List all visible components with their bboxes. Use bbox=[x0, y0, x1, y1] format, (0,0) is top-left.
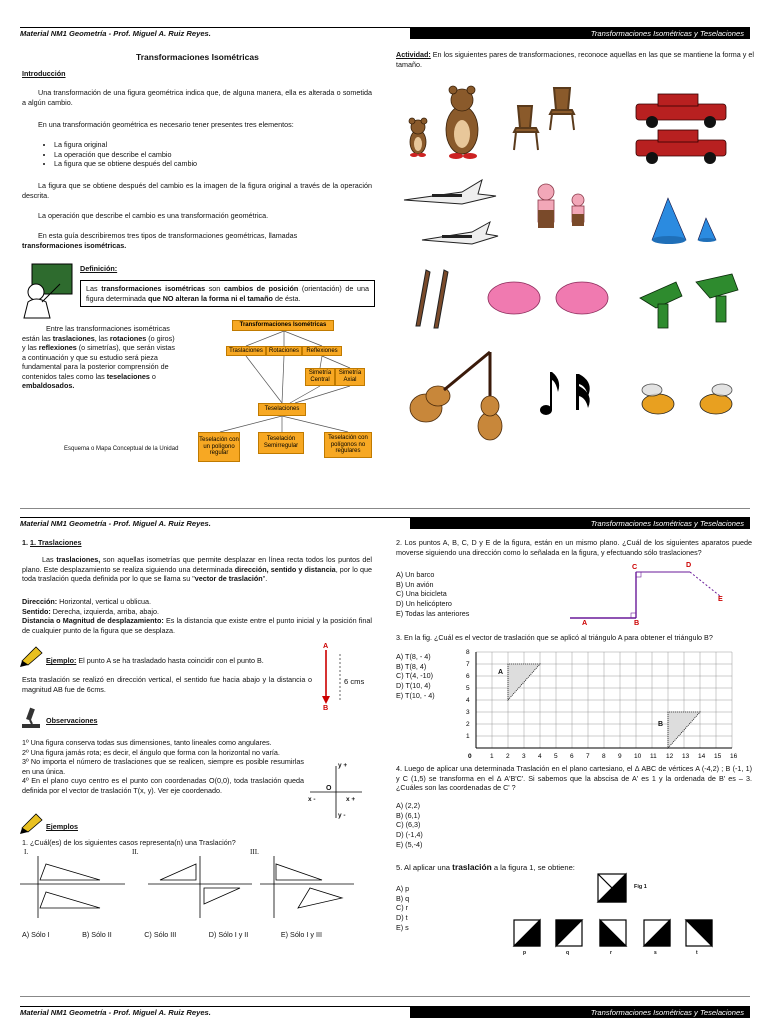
cone-pair-image bbox=[648, 196, 728, 246]
coordinate-axes-diagram bbox=[306, 762, 366, 820]
x-tick-label: 6 bbox=[570, 753, 574, 760]
definition-box: Las transformaciones isométricas son cambios de posición (orientación) de una figura determinada que NO alteran la forma ni el tamaño de ésta. bbox=[80, 280, 375, 307]
case-label: II. bbox=[132, 848, 139, 856]
page3-header bbox=[20, 1006, 750, 1018]
car-pair-image bbox=[628, 92, 738, 172]
header-right: Transformaciones Isométricas y Teselaciones bbox=[410, 1007, 750, 1018]
answer-option[interactable]: C) Sólo III bbox=[144, 930, 177, 939]
x-tick-label: 2 bbox=[506, 753, 510, 760]
x-tick-label: 8 bbox=[602, 753, 606, 760]
observations-list bbox=[22, 738, 304, 795]
answer-option[interactable]: C) r bbox=[396, 903, 408, 913]
map-node-tessellations: Teselaciones bbox=[258, 403, 306, 416]
question-5: 5. Al aplicar una traslación a la figura 1, se obtiene: bbox=[396, 862, 575, 872]
vector-ab-diagram bbox=[310, 640, 370, 710]
page-title: Transformaciones Isométricas bbox=[136, 52, 259, 62]
answer-option[interactable]: E) (5,-4) bbox=[396, 839, 423, 849]
answer-option[interactable]: C) (6,3) bbox=[396, 820, 421, 830]
drill-pair-image bbox=[636, 268, 746, 332]
map-node-semiregular-tessellation: Teselación Semirregular bbox=[258, 432, 304, 454]
guitar-pair-image bbox=[404, 346, 514, 446]
intro-p4: La operación que describe el cambio es una transformación geométrica. bbox=[38, 211, 269, 220]
point-label-e: E bbox=[718, 594, 723, 603]
x-tick-label: 16 bbox=[730, 753, 738, 760]
observations-heading: Observaciones bbox=[46, 716, 98, 725]
y-tick-label: 2 bbox=[466, 721, 470, 728]
knife-pair-image bbox=[412, 266, 452, 330]
list-item: 3º No importa el número de traslaciones que se realicen, siempre es posible resumirlas en una única. bbox=[22, 757, 304, 776]
map-node-rotations: Rotaciones bbox=[266, 346, 302, 356]
translation-grid-chart bbox=[462, 648, 738, 760]
intro-p5: En esta guía describiremos tres tipos de transformaciones geométricas, llamadas transformaciones isométricas. bbox=[22, 231, 298, 250]
answer-option[interactable]: D) Un helicóptero bbox=[396, 599, 452, 609]
answer-option[interactable]: A) Sólo I bbox=[22, 930, 50, 939]
x-tick-label: 4 bbox=[538, 753, 542, 760]
answer-option[interactable]: B) (6,1) bbox=[396, 810, 420, 820]
triangle-a-label: A bbox=[498, 669, 504, 676]
answer-option[interactable]: E) s bbox=[396, 922, 409, 932]
concept-map-caption: Esquema o Mapa Conceptual de la Unidad bbox=[64, 446, 179, 452]
list-item: • La figura que se obtiene después del cambio bbox=[54, 159, 197, 169]
answer-option[interactable]: B) Sólo II bbox=[82, 930, 112, 939]
isometry-summary: Entre las transformaciones isométricas están las traslaciones, las rotaciones (o giros) y las reflexiones (o simetrías), que serán vistas a continuación y que su estudio será pieza fundamental para la posterior comprensión de contenidos tales como las teselaciones o embaldosados. bbox=[22, 324, 175, 390]
question-4: 4. Luego de aplicar una determinada Traslación en el plano cartesiano, el Δ ABC de vértices A (-4,2) ; B (-1, 1) y C (1,5) se transforma en el Δ A'B'C'. Si sabemos que la abscisa de A' es 1 y la ordenada de B' es – 3. ¿Cuáles son las coordenadas de C' ? bbox=[396, 764, 752, 792]
answer-option[interactable]: C) Una bicicleta bbox=[396, 589, 447, 599]
point-a-label: A bbox=[323, 641, 329, 650]
example-explanation: Esta traslación se realizó en dirección vertical, el sentido fue hacia abajo y la distancia o magnitud AB fue de 6cms. bbox=[22, 675, 312, 694]
chair-pair-image bbox=[510, 84, 580, 154]
axis-x-minus: x - bbox=[308, 796, 316, 803]
intro-heading: Introducción bbox=[22, 69, 66, 78]
answer-option[interactable]: A) (2,2) bbox=[396, 801, 420, 810]
axis-y-minus: y - bbox=[338, 812, 346, 819]
question-1: 1. ¿Cuál(es) de los siguientes casos representa(n) una Traslación? bbox=[22, 838, 236, 847]
examples-heading: Ejemplos bbox=[46, 822, 78, 831]
list-item: • La figura original bbox=[54, 140, 197, 150]
answer-option[interactable]: C) T(4, -10) bbox=[396, 671, 434, 681]
point-label-d: D bbox=[686, 560, 692, 569]
map-node-central-symmetry: Simetría Central bbox=[305, 368, 335, 386]
option-figure-label: r bbox=[610, 950, 612, 956]
space-shuttle-pair-image bbox=[402, 172, 502, 252]
question-2: 2. Los puntos A, B, C, D y E de la figura, están en un mismo plano. ¿Cuál de los siguientes aparatos puede moverse siguiendo una dirección como lo señalada en la figura, y efectuando sólo traslaciones? bbox=[396, 538, 752, 557]
point-b-label: B bbox=[323, 703, 329, 712]
music-note-pair-image bbox=[536, 368, 606, 418]
translations-heading: 1. 1. Traslaciones bbox=[22, 538, 82, 547]
axis-x-plus: x + bbox=[346, 796, 356, 803]
question-1-options bbox=[22, 930, 322, 940]
points-path-diagram bbox=[570, 560, 740, 626]
axis-y-plus: y + bbox=[338, 762, 348, 769]
page2-header bbox=[20, 517, 750, 529]
option-figure-label: s bbox=[654, 950, 657, 956]
intro-p3: La figura que se obtiene después del cambio es la imagen de la figura original a través de la operación descrita. bbox=[22, 181, 372, 200]
y-tick-label: 1 bbox=[466, 733, 470, 740]
answer-option[interactable]: E) T(10, - 4) bbox=[396, 690, 435, 700]
header-left: Material NM1 Geometría - Prof. Miguel A. Ruiz Reyes. bbox=[20, 1007, 410, 1018]
x-tick-label: 7 bbox=[586, 753, 590, 760]
activity-text: Actividad: En los siguientes pares de transformaciones, reconoce aquellas en las que se mantiene la forma y el tamaño. bbox=[396, 50, 754, 69]
list-item: 2º Una figura jamás rota; es decir, el ángulo que forma con la horizontal no varía. bbox=[22, 747, 280, 757]
x-tick-label: 14 bbox=[698, 753, 706, 760]
answer-option[interactable]: D) T(10, 4) bbox=[396, 681, 431, 691]
answer-option[interactable]: A) Un barco bbox=[396, 570, 435, 579]
page-separator bbox=[20, 508, 750, 509]
pig-pair-image bbox=[530, 182, 600, 242]
header-left: Material NM1 Geometría - Prof. Miguel A. Ruiz Reyes. bbox=[20, 28, 410, 39]
map-node-isometric: Transformaciones Isométricas bbox=[232, 320, 334, 331]
answer-option[interactable]: D) (-1,4) bbox=[396, 830, 423, 840]
triangle-b-label: B bbox=[658, 721, 664, 728]
answer-option[interactable]: B) Un avión bbox=[396, 579, 434, 589]
y-tick-label: 8 bbox=[466, 649, 470, 656]
pencil-icon bbox=[20, 812, 44, 832]
point-label-b: B bbox=[634, 618, 640, 627]
list-item: • La operación que describe el cambio bbox=[54, 150, 197, 160]
question-5-options bbox=[396, 884, 409, 933]
point-label-c: C bbox=[632, 562, 638, 571]
x-tick-label: 1 bbox=[490, 753, 494, 760]
page-separator bbox=[20, 996, 750, 997]
map-node-translations: Traslaciones bbox=[226, 346, 266, 356]
answer-option[interactable]: E) Todas las anteriores bbox=[396, 608, 470, 618]
option-figure-label: p bbox=[523, 950, 527, 956]
translation-cases-diagram bbox=[20, 852, 370, 922]
y-tick-label: 6 bbox=[466, 673, 470, 680]
example-text: Ejemplo: El punto A se ha trasladado hasta coincidir con el punto B. bbox=[46, 656, 264, 665]
bee-pair-image bbox=[632, 380, 742, 430]
y-tick-label: 3 bbox=[466, 709, 470, 716]
x-tick-label: 12 bbox=[666, 753, 674, 760]
x-tick-label: 3 bbox=[522, 753, 526, 760]
case-label: I. bbox=[24, 848, 29, 856]
piggy-bank-pair-image bbox=[484, 278, 614, 318]
map-node-reflections: Reflexiones bbox=[302, 346, 342, 356]
axis-origin: O bbox=[326, 785, 332, 792]
map-node-axial-symmetry: Simetría Axial bbox=[335, 368, 365, 386]
header-right: Transformaciones Isométricas y Teselaciones bbox=[410, 28, 750, 39]
list-item: 1º Una figura conserva todas sus dimensiones, tanto lineales como angulares. bbox=[22, 738, 272, 747]
question-3-options bbox=[396, 652, 435, 701]
intro-p2: En una transformación geométrica es necesario tener presentes tres elementos: bbox=[38, 120, 294, 129]
x-tick-label: 5 bbox=[554, 753, 558, 760]
microscope-icon bbox=[20, 706, 42, 730]
y-tick-label: 4 bbox=[466, 697, 470, 704]
y-tick-label: 5 bbox=[466, 685, 470, 692]
question-4-options bbox=[396, 801, 423, 850]
distance-label: 6 cms bbox=[344, 677, 365, 686]
x-tick-label: 15 bbox=[714, 753, 722, 760]
bear-pair-image bbox=[400, 82, 490, 162]
def-heading: Definición: bbox=[80, 264, 118, 273]
x-tick-label: 10 bbox=[634, 753, 642, 760]
figure-1-translation-options bbox=[510, 870, 750, 960]
intro-p1: Una transformación de una figura geométrica indica que, de alguna manera, ella es alterada o sometida a algún cambio. bbox=[22, 88, 372, 107]
option-figure-label: t bbox=[696, 950, 698, 956]
x-tick-label: 13 bbox=[682, 753, 690, 760]
x-tick-label: 11 bbox=[650, 753, 657, 760]
answer-option[interactable]: E) Sólo I y III bbox=[280, 930, 322, 939]
question-3: 3. En la fig. ¿Cuál es el vector de traslación que se aplicó al triángulo A para obtener el triángulo B? bbox=[396, 633, 713, 642]
question-2-options bbox=[396, 570, 469, 619]
header-left: Material NM1 Geometría - Prof. Miguel A. Ruiz Reyes. bbox=[20, 518, 410, 529]
answer-option[interactable]: B) q bbox=[396, 893, 410, 903]
answer-option[interactable]: B) T(8, 4) bbox=[396, 661, 427, 671]
answer-option[interactable]: A) p bbox=[396, 884, 410, 893]
translations-paragraph: Las traslaciones, son aquellas isometrías que permite desplazar en línea recta todos los puntos del plano. Este desplazamiento se realiza siguiendo una determinada dirección, sentido y distancia, por lo que toda traslación queda definida por lo que se llama su "vector de traslación". bbox=[22, 555, 372, 583]
vector-properties: Dirección: Horizontal, vertical u oblicua. Sentido: Derecha, izquierda, arriba, abajo. Distancia o Magnitud de desplazamiento: Es la distancia que existe entre el punto inicial y la posición final de cualquier punto de la figura que se desplaza. bbox=[22, 597, 372, 635]
map-node-irregular-tessellation: Teselación con polígonos no regulares bbox=[324, 432, 372, 458]
y-tick-label: 7 bbox=[466, 661, 470, 668]
header-right: Transformaciones Isométricas y Teselaciones bbox=[410, 518, 750, 529]
answer-option[interactable]: D) t bbox=[396, 913, 408, 923]
option-figure-label: q bbox=[566, 950, 570, 956]
answer-option[interactable]: A) T(8, - 4) bbox=[396, 652, 431, 661]
point-label-a: A bbox=[582, 618, 588, 627]
pencil-icon bbox=[20, 645, 44, 665]
x-tick-label: 9 bbox=[618, 753, 622, 760]
x-tick-label: 0 bbox=[468, 753, 472, 760]
figure-1-label: Fig 1 bbox=[634, 884, 647, 890]
answer-option[interactable]: D) Sólo I y II bbox=[208, 930, 249, 939]
case-label: III. bbox=[250, 848, 259, 856]
map-node-regular-tessellation: Teselación con un polígono regular bbox=[198, 432, 240, 462]
list-item: 4º En el plano cuyo centro es el punto con coordenadas O(0,0), toda traslación queda definida por el vector de traslación T(x, y). Ver eje coordenado. bbox=[22, 776, 304, 795]
